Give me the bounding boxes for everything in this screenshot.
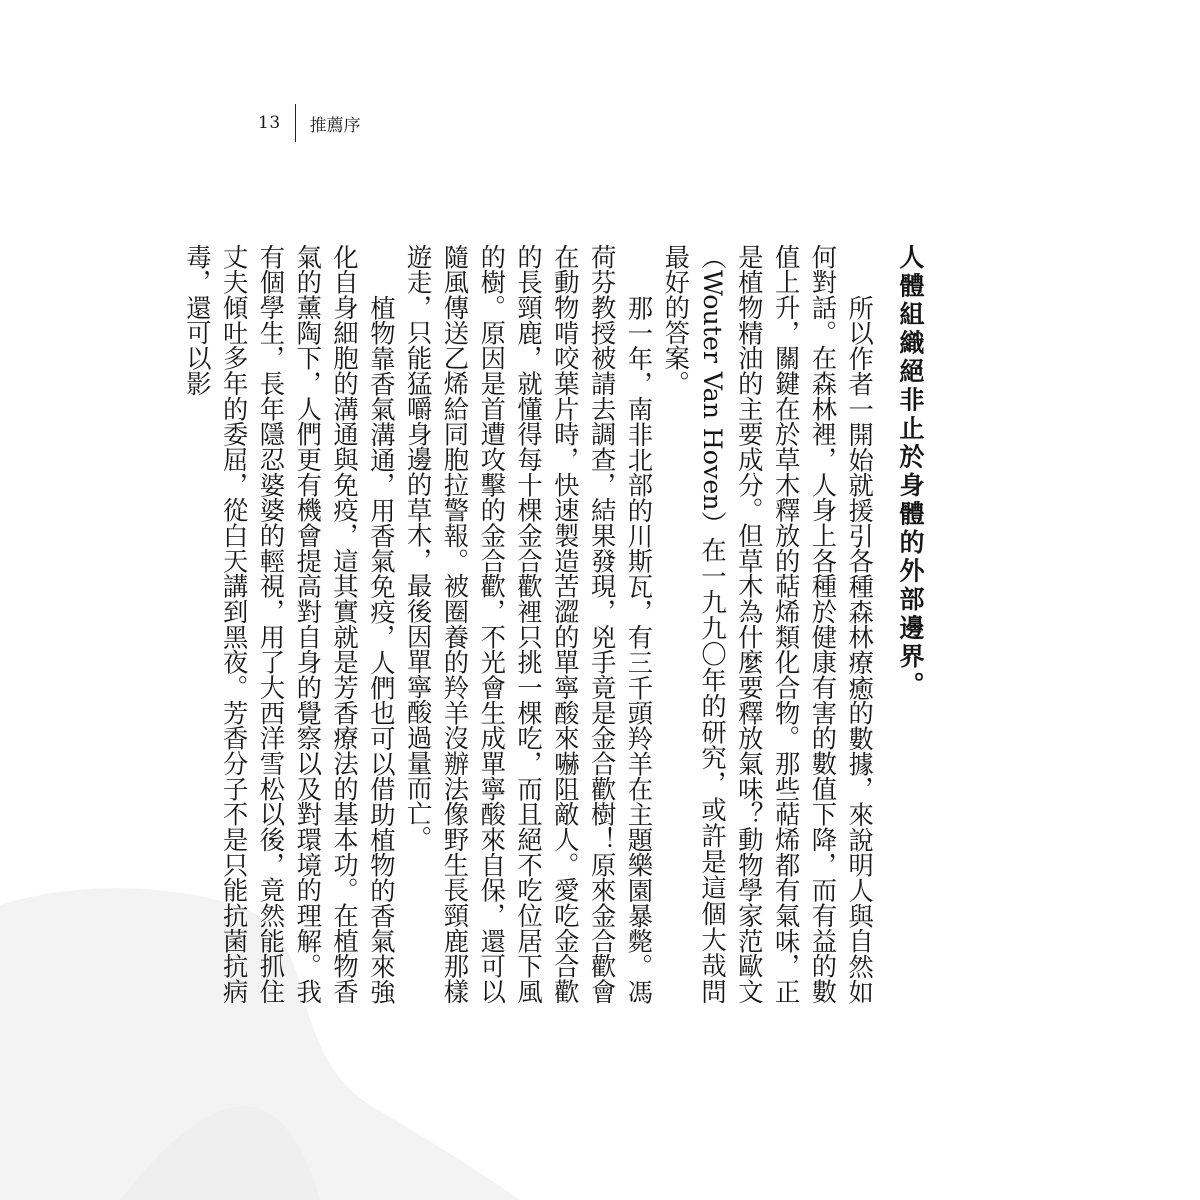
section-heading: 人體組織絕非止於身體的外部邊界。 [896,244,925,700]
header-divider [295,104,296,142]
page-number: 13 [258,113,281,133]
paragraph-3: 植物靠香氣溝通，用香氣免疫，人們也可以借助植物的香氣來強化自身細胞的溝通與免疫，這其實就是芳香療法的基本功。在植物香氣的薰陶下，人們更有機會提高對自身的覺察以及對環境的理解。我有個學生，長年隱忍婆婆的輕視，用了大西洋雪松以後，竟然能抓住丈夫傾吐多年的委屈，從白天講到黑夜。芳香分子不是只能抗菌抗病毒，還可以影 [182,244,396,1004]
running-header [258,108,361,138]
paragraph-2: 那一年，南非北部的川斯瓦，有三千頭羚羊在主題樂園暴斃。馮荷芬教授被請去調查，結果發現，兇手竟是金合歡樹！原來金合歡會在動物啃咬葉片時，快速製造苦澀的單寧酸來嚇阻敵人。愛吃金合歡的長頸鹿，就懂得每十棵金合歡裡只挑一棵吃，而且絕不吃位居下風的樹。原因是首遭攻擊的金合歡，不光會生成單寧酸來自保，還可以隨風傳送乙烯給同胞拉警報。被圈養的羚羊沒辦法像野生長頸鹿那樣遊走，只能猛嚼身邊的草木，最後因單寧酸過量而亡。 [403,244,654,1004]
section-title: 推薦序 [309,115,361,136]
vertical-body-text [182,244,928,1004]
paragraph-1: 所以作者一開始就援引各種森林療癒的數據，來說明人與自然如何對話。在森林裡，人身上各種於健康有害的數值下降，而有益的數值上升，關鍵在於草木釋放的萜烯類化合物。那些萜烯都有氣味，正是植物精油的主要成分。但草木為什麼要釋放氣味？動物學家范歐文（Wouter Van Hoven）在一九九〇年的研究，或許是這個大哉問最好的答案。 [661,244,875,1004]
